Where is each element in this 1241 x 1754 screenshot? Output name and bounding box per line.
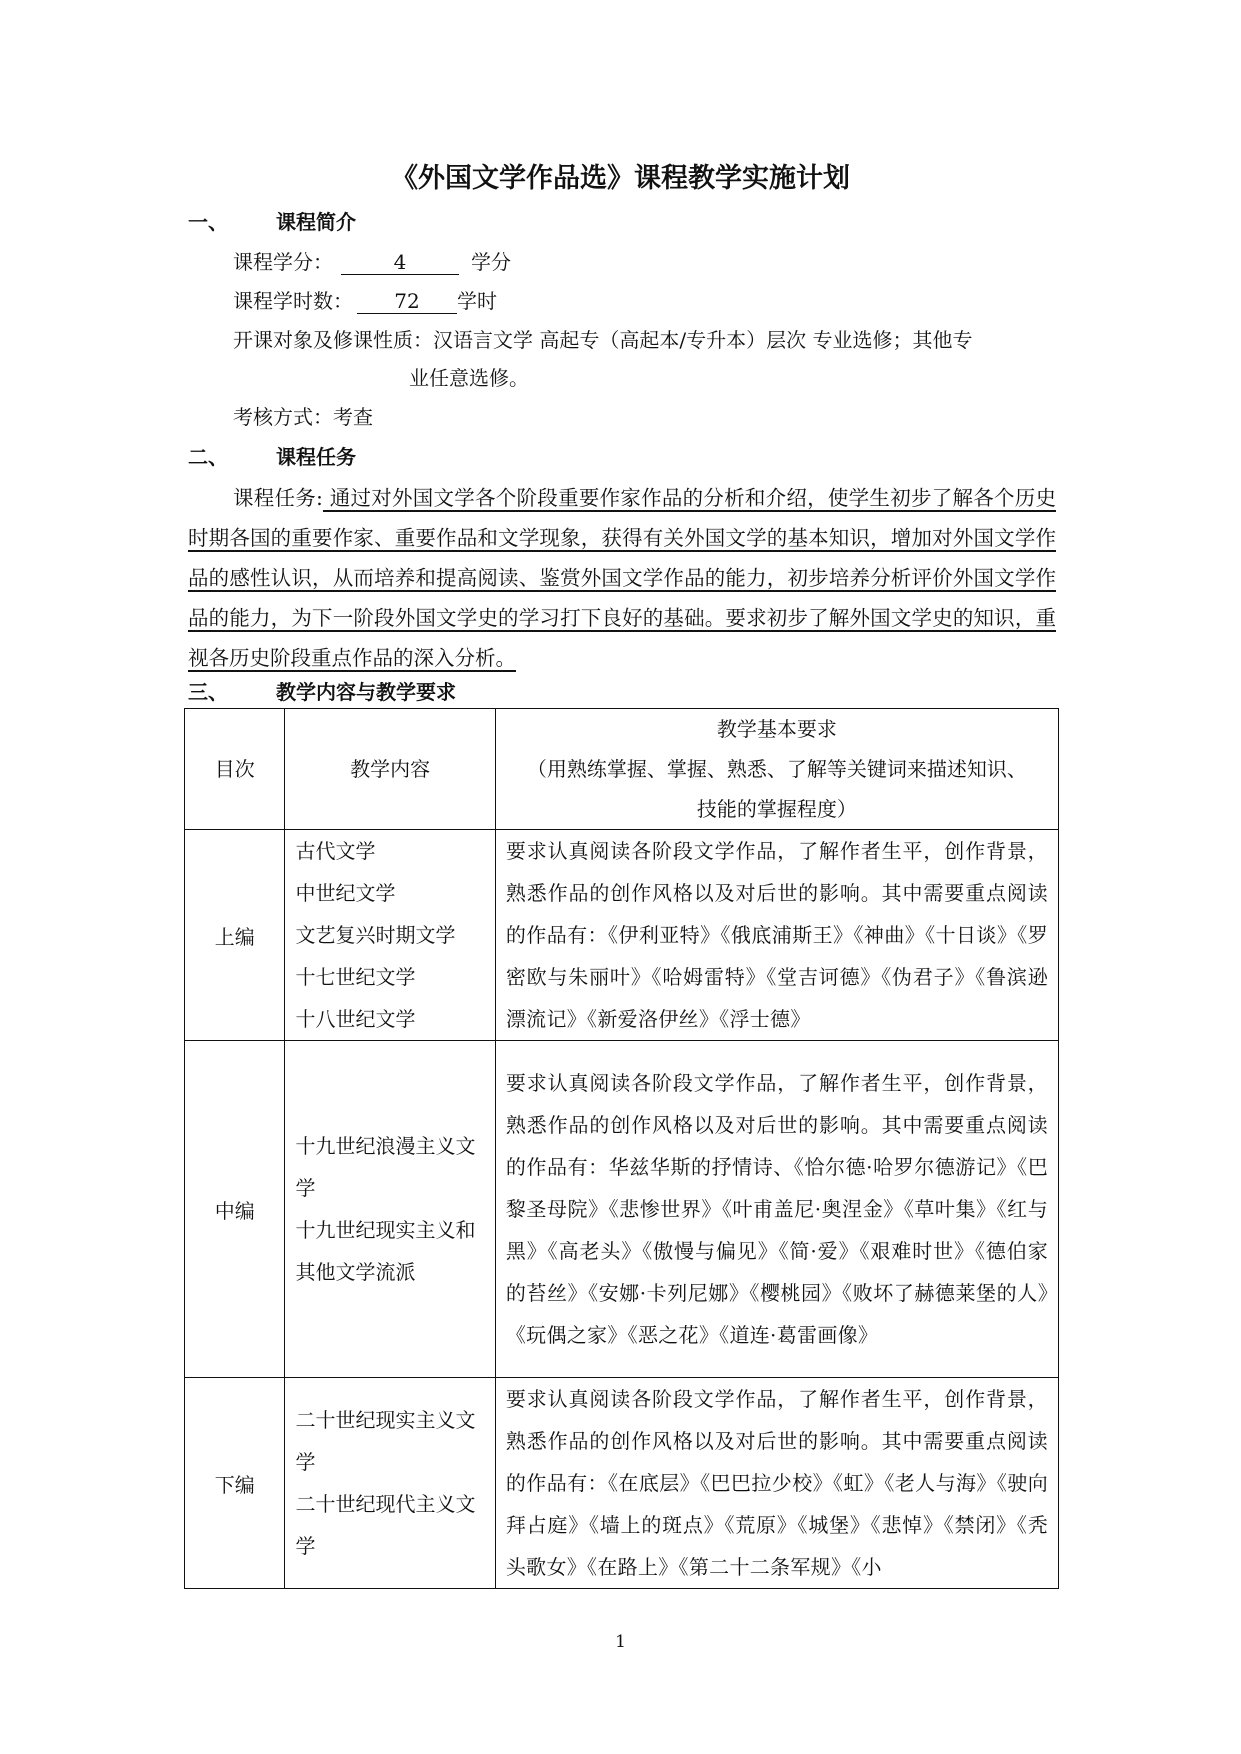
section-title: 课程任务 bbox=[276, 445, 356, 469]
teaching-content-table bbox=[184, 708, 1059, 1589]
table-header-row bbox=[185, 709, 1059, 830]
credits-value: 4 bbox=[341, 250, 459, 275]
section-heading-intro bbox=[188, 206, 356, 235]
row-content bbox=[285, 1041, 495, 1378]
document-title: 《外国文学作品选》课程教学实施计划 bbox=[391, 163, 850, 194]
row-requirement: 要求认真阅读各阶段文学作品，了解作者生平，创作背景，熟悉作品的创作风格以及对后世的影响。其中需要重点阅读的作品有：《在底层》《巴巴拉少校》《虹》《老人与海》《驶向拜占庭》《墙上的斑点》《荒原》《城堡》《悲悼》《禁闭》《秃头歌女》《在路上》《第二十二条军规》《小 bbox=[495, 1378, 1058, 1589]
content-item: 二十世纪现代主义文学 bbox=[295, 1492, 476, 1558]
table-row bbox=[185, 1041, 1059, 1378]
header-requirement bbox=[495, 709, 1058, 830]
row-requirement: 要求认真阅读各阶段文学作品，了解作者生平，创作背景，熟悉作品的创作风格以及对后世的影响。其中需要重点阅读的作品有：《伊利亚特》《俄底浦斯王》《神曲》《十日谈》《罗密欧与朱丽叶》《哈姆雷特》《堂吉诃德》《伪君子》《鲁滨逊漂流记》《新爱洛伊丝》《浮士德》 bbox=[495, 830, 1058, 1041]
row-requirement: 要求认真阅读各阶段文学作品，了解作者生平，创作背景，熟悉作品的创作风格以及对后世的影响。其中需要重点阅读的作品有：华兹华斯的抒情诗、《恰尔德·哈罗尔德游记》《巴黎圣母院》《悲惨世界》《叶甫盖尼·奥涅金》《草叶集》《红与黑》《高老头》《傲慢与偏见》《简·爱》《艰难时世》《德伯家的苔丝》《安娜·卡列尼娜》《樱桃园》《败坏了赫德莱堡的人》《玩偶之家》《恶之花》《道连·葛雷画像》 bbox=[495, 1041, 1058, 1378]
credits-unit: 学分 bbox=[471, 250, 511, 274]
content-item: 十九世纪现实主义和其他文学流派 bbox=[295, 1218, 476, 1284]
section-heading-content bbox=[188, 676, 456, 705]
task-text: 通过对外国文学各个阶段重要作家作品的分析和介绍，使学生初步了解各个历史时期各国的重要作家、重要作品和文学现象，获得有关外国文学的基本知识，增加对外国文学作品的感性认识，从而培养和提高阅读、鉴赏外国文学作品的能力，初步培养分析评价外国文学作品的能力，为下一阶段外国文学史的学习打下良好的基础。要求初步了解外国文学史的知识，重视各历史阶段重点作品的深入分析。 bbox=[188, 486, 1056, 670]
hours-label: 课程学时数： bbox=[233, 289, 353, 313]
section-title: 课程简介 bbox=[276, 210, 356, 234]
row-section: 中编 bbox=[185, 1041, 285, 1378]
content-item: 文艺复兴时期文学 bbox=[295, 923, 456, 947]
content-item: 古代文学 bbox=[295, 839, 376, 863]
content-item: 十九世纪浪漫主义文学 bbox=[295, 1134, 476, 1200]
header-requirement-note-1: （用熟练掌握、掌握、熟悉、了解等关键词来描述知识、 bbox=[526, 757, 1027, 781]
header-section: 目次 bbox=[185, 709, 285, 830]
table-row bbox=[185, 1378, 1059, 1589]
section-heading-task bbox=[188, 441, 356, 470]
content-item: 十七世纪文学 bbox=[295, 965, 416, 989]
section-title: 教学内容与教学要求 bbox=[276, 680, 456, 704]
row-content bbox=[285, 1378, 495, 1589]
task-paragraph bbox=[188, 478, 1056, 678]
page-number: 1 bbox=[615, 1632, 626, 1652]
exam-line: 考核方式：考查 bbox=[233, 405, 373, 429]
task-label: 课程任务: bbox=[233, 486, 323, 510]
row-section: 下编 bbox=[185, 1378, 285, 1589]
content-item: 二十世纪现实主义文学 bbox=[295, 1408, 476, 1474]
header-content: 教学内容 bbox=[285, 709, 495, 830]
credits-label: 课程学分： bbox=[233, 250, 333, 274]
target-line-2: 业任意选修。 bbox=[409, 366, 529, 390]
hours-unit: 学时 bbox=[457, 289, 497, 313]
row-content bbox=[285, 830, 495, 1041]
section-number: 三、 bbox=[188, 680, 228, 704]
credits-line bbox=[233, 246, 511, 275]
row-section: 上编 bbox=[185, 830, 285, 1041]
table-row bbox=[185, 830, 1059, 1041]
hours-line bbox=[233, 285, 497, 314]
hours-value: 72 bbox=[357, 289, 457, 314]
header-requirement-note-2: 技能的掌握程度） bbox=[696, 797, 857, 821]
header-requirement-title: 教学基本要求 bbox=[716, 717, 837, 741]
content-item: 中世纪文学 bbox=[295, 881, 396, 905]
content-item: 十八世纪文学 bbox=[295, 1007, 416, 1031]
target-line-1: 开课对象及修课性质：汉语言文学 高起专（高起本/专升本）层次 专业选修；其他专 bbox=[233, 328, 973, 352]
section-number: 二、 bbox=[188, 445, 228, 469]
section-number: 一、 bbox=[188, 210, 228, 234]
